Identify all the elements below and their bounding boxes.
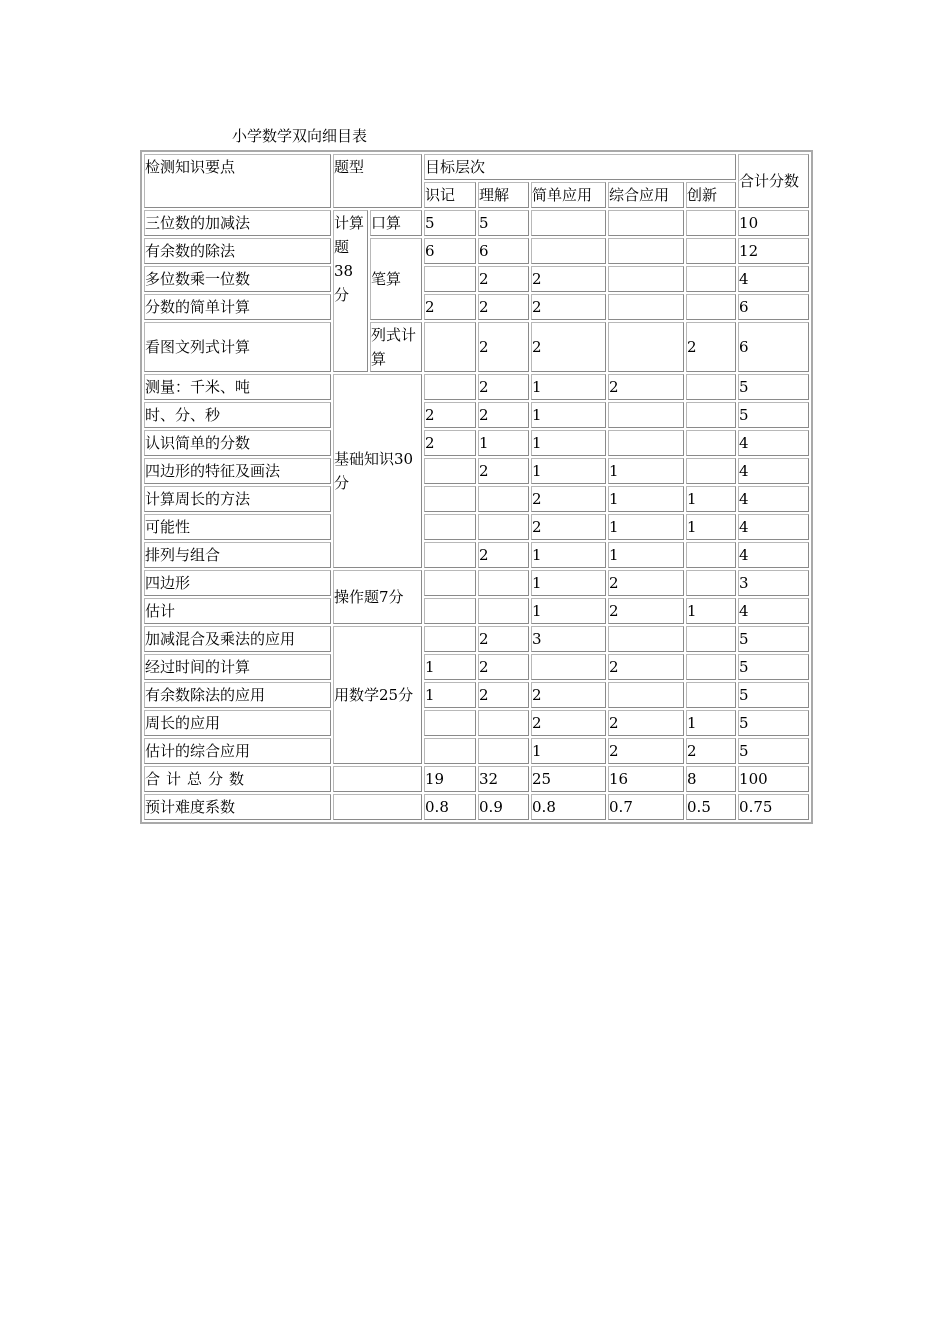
score-innovation-cell: 2	[686, 322, 736, 372]
knowledge-point-cell: 时、分、秒	[144, 402, 331, 428]
row-total-cell: 5	[738, 654, 809, 680]
header-level-innovation: 创新	[686, 182, 736, 208]
knowledge-point-cell: 估计	[144, 598, 331, 624]
knowledge-point-cell: 排列与组合	[144, 542, 331, 568]
row-total-cell: 5	[738, 626, 809, 652]
summary-label-cell: 预计难度系数	[144, 794, 331, 820]
summary-innovation-cell: 0.5	[686, 794, 736, 820]
summary-understand-cell: 32	[478, 766, 529, 792]
score-comprehensive-apply-cell	[608, 266, 684, 292]
score-understand-cell: 2	[478, 458, 529, 484]
knowledge-point-cell: 测量：千米、吨	[144, 374, 331, 400]
score-recall-cell: 2	[424, 430, 476, 456]
score-simple-apply-cell: 2	[531, 266, 606, 292]
score-understand-cell: 5	[478, 210, 529, 236]
score-understand-cell: 2	[478, 402, 529, 428]
score-simple-apply-cell: 1	[531, 570, 606, 596]
summary-empty-cell	[333, 766, 422, 792]
score-recall-cell: 1	[424, 654, 476, 680]
header-total-score: 合计分数	[738, 154, 809, 208]
score-comprehensive-apply-cell: 1	[608, 514, 684, 540]
score-comprehensive-apply-cell	[608, 238, 684, 264]
summary-recall-cell: 0.8	[424, 794, 476, 820]
knowledge-point-cell: 多位数乘一位数	[144, 266, 331, 292]
score-understand-cell: 1	[478, 430, 529, 456]
summary-empty-cell	[333, 794, 422, 820]
row-total-cell: 6	[738, 322, 809, 372]
table-row	[144, 486, 809, 512]
score-simple-apply-cell: 1	[531, 458, 606, 484]
score-simple-apply-cell: 2	[531, 294, 606, 320]
knowledge-point-cell: 认识简单的分数	[144, 430, 331, 456]
table-row	[144, 710, 809, 736]
knowledge-point-cell: 有余数除法的应用	[144, 682, 331, 708]
group-applied: 用数学25分	[333, 626, 422, 764]
table-row	[144, 542, 809, 568]
score-understand-cell	[478, 570, 529, 596]
row-total-cell: 5	[738, 374, 809, 400]
header-knowledge-point: 检测知识要点	[144, 154, 331, 208]
score-innovation-cell: 1	[686, 710, 736, 736]
header-level-comprehensive-apply: 综合应用	[608, 182, 684, 208]
row-total-cell: 4	[738, 514, 809, 540]
score-recall-cell	[424, 458, 476, 484]
row-total-cell: 3	[738, 570, 809, 596]
score-innovation-cell: 1	[686, 486, 736, 512]
score-understand-cell: 2	[478, 322, 529, 372]
score-recall-cell: 1	[424, 682, 476, 708]
score-comprehensive-apply-cell	[608, 682, 684, 708]
score-understand-cell: 2	[478, 266, 529, 292]
row-total-cell: 4	[738, 486, 809, 512]
score-recall-cell: 6	[424, 238, 476, 264]
knowledge-point-cell: 有余数的除法	[144, 238, 331, 264]
row-total-cell: 12	[738, 238, 809, 264]
summary-understand-cell: 0.9	[478, 794, 529, 820]
row-total-cell: 5	[738, 738, 809, 764]
score-recall-cell: 2	[424, 294, 476, 320]
score-understand-cell: 2	[478, 682, 529, 708]
knowledge-point-cell: 三位数的加减法	[144, 210, 331, 236]
table-row	[144, 374, 809, 400]
knowledge-point-cell: 估计的综合应用	[144, 738, 331, 764]
score-understand-cell: 2	[478, 626, 529, 652]
table-row	[144, 514, 809, 540]
row-total-cell: 4	[738, 598, 809, 624]
row-total-cell: 4	[738, 542, 809, 568]
score-recall-cell	[424, 486, 476, 512]
knowledge-point-cell: 四边形的特征及画法	[144, 458, 331, 484]
score-simple-apply-cell: 1	[531, 374, 606, 400]
knowledge-point-cell: 可能性	[144, 514, 331, 540]
summary-row	[144, 794, 809, 820]
score-comprehensive-apply-cell: 2	[608, 710, 684, 736]
row-total-cell: 4	[738, 430, 809, 456]
score-innovation-cell	[686, 542, 736, 568]
table-row	[144, 570, 809, 596]
score-simple-apply-cell	[531, 654, 606, 680]
score-understand-cell	[478, 598, 529, 624]
score-comprehensive-apply-cell: 2	[608, 738, 684, 764]
score-recall-cell: 2	[424, 402, 476, 428]
score-comprehensive-apply-cell: 2	[608, 374, 684, 400]
summary-recall-cell: 19	[424, 766, 476, 792]
row-total-cell: 5	[738, 710, 809, 736]
row-total-cell: 5	[738, 682, 809, 708]
score-simple-apply-cell: 1	[531, 598, 606, 624]
score-simple-apply-cell: 1	[531, 430, 606, 456]
score-simple-apply-cell: 2	[531, 710, 606, 736]
group-calc: 计算题38分	[333, 210, 368, 372]
score-simple-apply-cell: 2	[531, 682, 606, 708]
score-innovation-cell	[686, 238, 736, 264]
table-row	[144, 458, 809, 484]
table-row	[144, 738, 809, 764]
score-understand-cell: 2	[478, 374, 529, 400]
score-understand-cell	[478, 514, 529, 540]
score-innovation-cell: 1	[686, 514, 736, 540]
score-recall-cell	[424, 266, 476, 292]
score-simple-apply-cell: 1	[531, 402, 606, 428]
table-row	[144, 654, 809, 680]
score-recall-cell: 5	[424, 210, 476, 236]
score-innovation-cell	[686, 682, 736, 708]
score-understand-cell: 6	[478, 238, 529, 264]
score-recall-cell	[424, 570, 476, 596]
score-innovation-cell	[686, 402, 736, 428]
score-innovation-cell	[686, 210, 736, 236]
score-comprehensive-apply-cell: 2	[608, 654, 684, 680]
summary-label-cell: 合计总分数	[144, 766, 331, 792]
table-row	[144, 626, 809, 652]
group-written: 笔算	[370, 238, 422, 320]
group-oral: 口算	[370, 210, 422, 236]
header-level-recall: 识记	[424, 182, 476, 208]
score-simple-apply-cell: 1	[531, 542, 606, 568]
score-comprehensive-apply-cell	[608, 294, 684, 320]
score-innovation-cell: 1	[686, 598, 736, 624]
score-recall-cell	[424, 514, 476, 540]
knowledge-point-cell: 分数的简单计算	[144, 294, 331, 320]
knowledge-point-cell: 四边形	[144, 570, 331, 596]
row-total-cell: 6	[738, 294, 809, 320]
score-comprehensive-apply-cell	[608, 430, 684, 456]
table-row	[144, 682, 809, 708]
table-row	[144, 210, 809, 236]
table-row	[144, 402, 809, 428]
score-understand-cell: 2	[478, 294, 529, 320]
summary-row	[144, 766, 809, 792]
group-basic: 基础知识30分	[333, 374, 422, 568]
score-understand-cell: 2	[478, 654, 529, 680]
knowledge-point-cell: 计算周长的方法	[144, 486, 331, 512]
header-target-level: 目标层次	[424, 154, 736, 180]
group-word: 列式计算	[370, 322, 422, 372]
group-operation: 操作题7分	[333, 570, 422, 624]
score-understand-cell	[478, 738, 529, 764]
knowledge-point-cell: 经过时间的计算	[144, 654, 331, 680]
header-level-simple-apply: 简单应用	[531, 182, 606, 208]
score-simple-apply-cell: 2	[531, 322, 606, 372]
score-innovation-cell: 2	[686, 738, 736, 764]
score-understand-cell: 2	[478, 542, 529, 568]
score-simple-apply-cell: 1	[531, 738, 606, 764]
summary-innovation-cell: 8	[686, 766, 736, 792]
score-recall-cell	[424, 322, 476, 372]
score-recall-cell	[424, 710, 476, 736]
table-row	[144, 294, 809, 320]
score-comprehensive-apply-cell	[608, 210, 684, 236]
summary-total-cell: 0.75	[738, 794, 809, 820]
row-total-cell: 5	[738, 402, 809, 428]
score-simple-apply-cell	[531, 210, 606, 236]
score-innovation-cell	[686, 626, 736, 652]
row-total-cell: 4	[738, 458, 809, 484]
knowledge-point-cell: 周长的应用	[144, 710, 331, 736]
knowledge-point-cell: 加减混合及乘法的应用	[144, 626, 331, 652]
summary-simple-apply-cell: 0.8	[531, 794, 606, 820]
score-comprehensive-apply-cell	[608, 626, 684, 652]
spec-table	[140, 150, 813, 824]
score-comprehensive-apply-cell: 1	[608, 486, 684, 512]
score-simple-apply-cell: 2	[531, 486, 606, 512]
table-row	[144, 266, 809, 292]
summary-total-cell: 100	[738, 766, 809, 792]
score-recall-cell	[424, 626, 476, 652]
score-comprehensive-apply-cell	[608, 322, 684, 372]
page-title: 小学数学双向细目表	[232, 127, 368, 145]
score-comprehensive-apply-cell: 2	[608, 598, 684, 624]
table-row	[144, 238, 809, 264]
summary-comprehensive-apply-cell: 0.7	[608, 794, 684, 820]
score-innovation-cell	[686, 266, 736, 292]
header-question-type: 题型	[333, 154, 422, 208]
score-innovation-cell	[686, 654, 736, 680]
score-innovation-cell	[686, 374, 736, 400]
table-row	[144, 598, 809, 624]
knowledge-point-cell: 看图文列式计算	[144, 322, 331, 372]
score-simple-apply-cell: 3	[531, 626, 606, 652]
summary-comprehensive-apply-cell: 16	[608, 766, 684, 792]
score-recall-cell	[424, 598, 476, 624]
summary-simple-apply-cell: 25	[531, 766, 606, 792]
score-comprehensive-apply-cell	[608, 402, 684, 428]
score-simple-apply-cell: 2	[531, 514, 606, 540]
score-recall-cell	[424, 738, 476, 764]
score-innovation-cell	[686, 570, 736, 596]
row-total-cell: 10	[738, 210, 809, 236]
score-understand-cell	[478, 486, 529, 512]
score-comprehensive-apply-cell: 1	[608, 542, 684, 568]
score-recall-cell	[424, 542, 476, 568]
score-comprehensive-apply-cell: 2	[608, 570, 684, 596]
score-simple-apply-cell	[531, 238, 606, 264]
score-innovation-cell	[686, 294, 736, 320]
table-row	[144, 430, 809, 456]
score-understand-cell	[478, 710, 529, 736]
score-innovation-cell	[686, 458, 736, 484]
score-recall-cell	[424, 374, 476, 400]
table-row	[144, 322, 809, 372]
score-comprehensive-apply-cell: 1	[608, 458, 684, 484]
header-level-understand: 理解	[478, 182, 529, 208]
score-innovation-cell	[686, 430, 736, 456]
row-total-cell: 4	[738, 266, 809, 292]
